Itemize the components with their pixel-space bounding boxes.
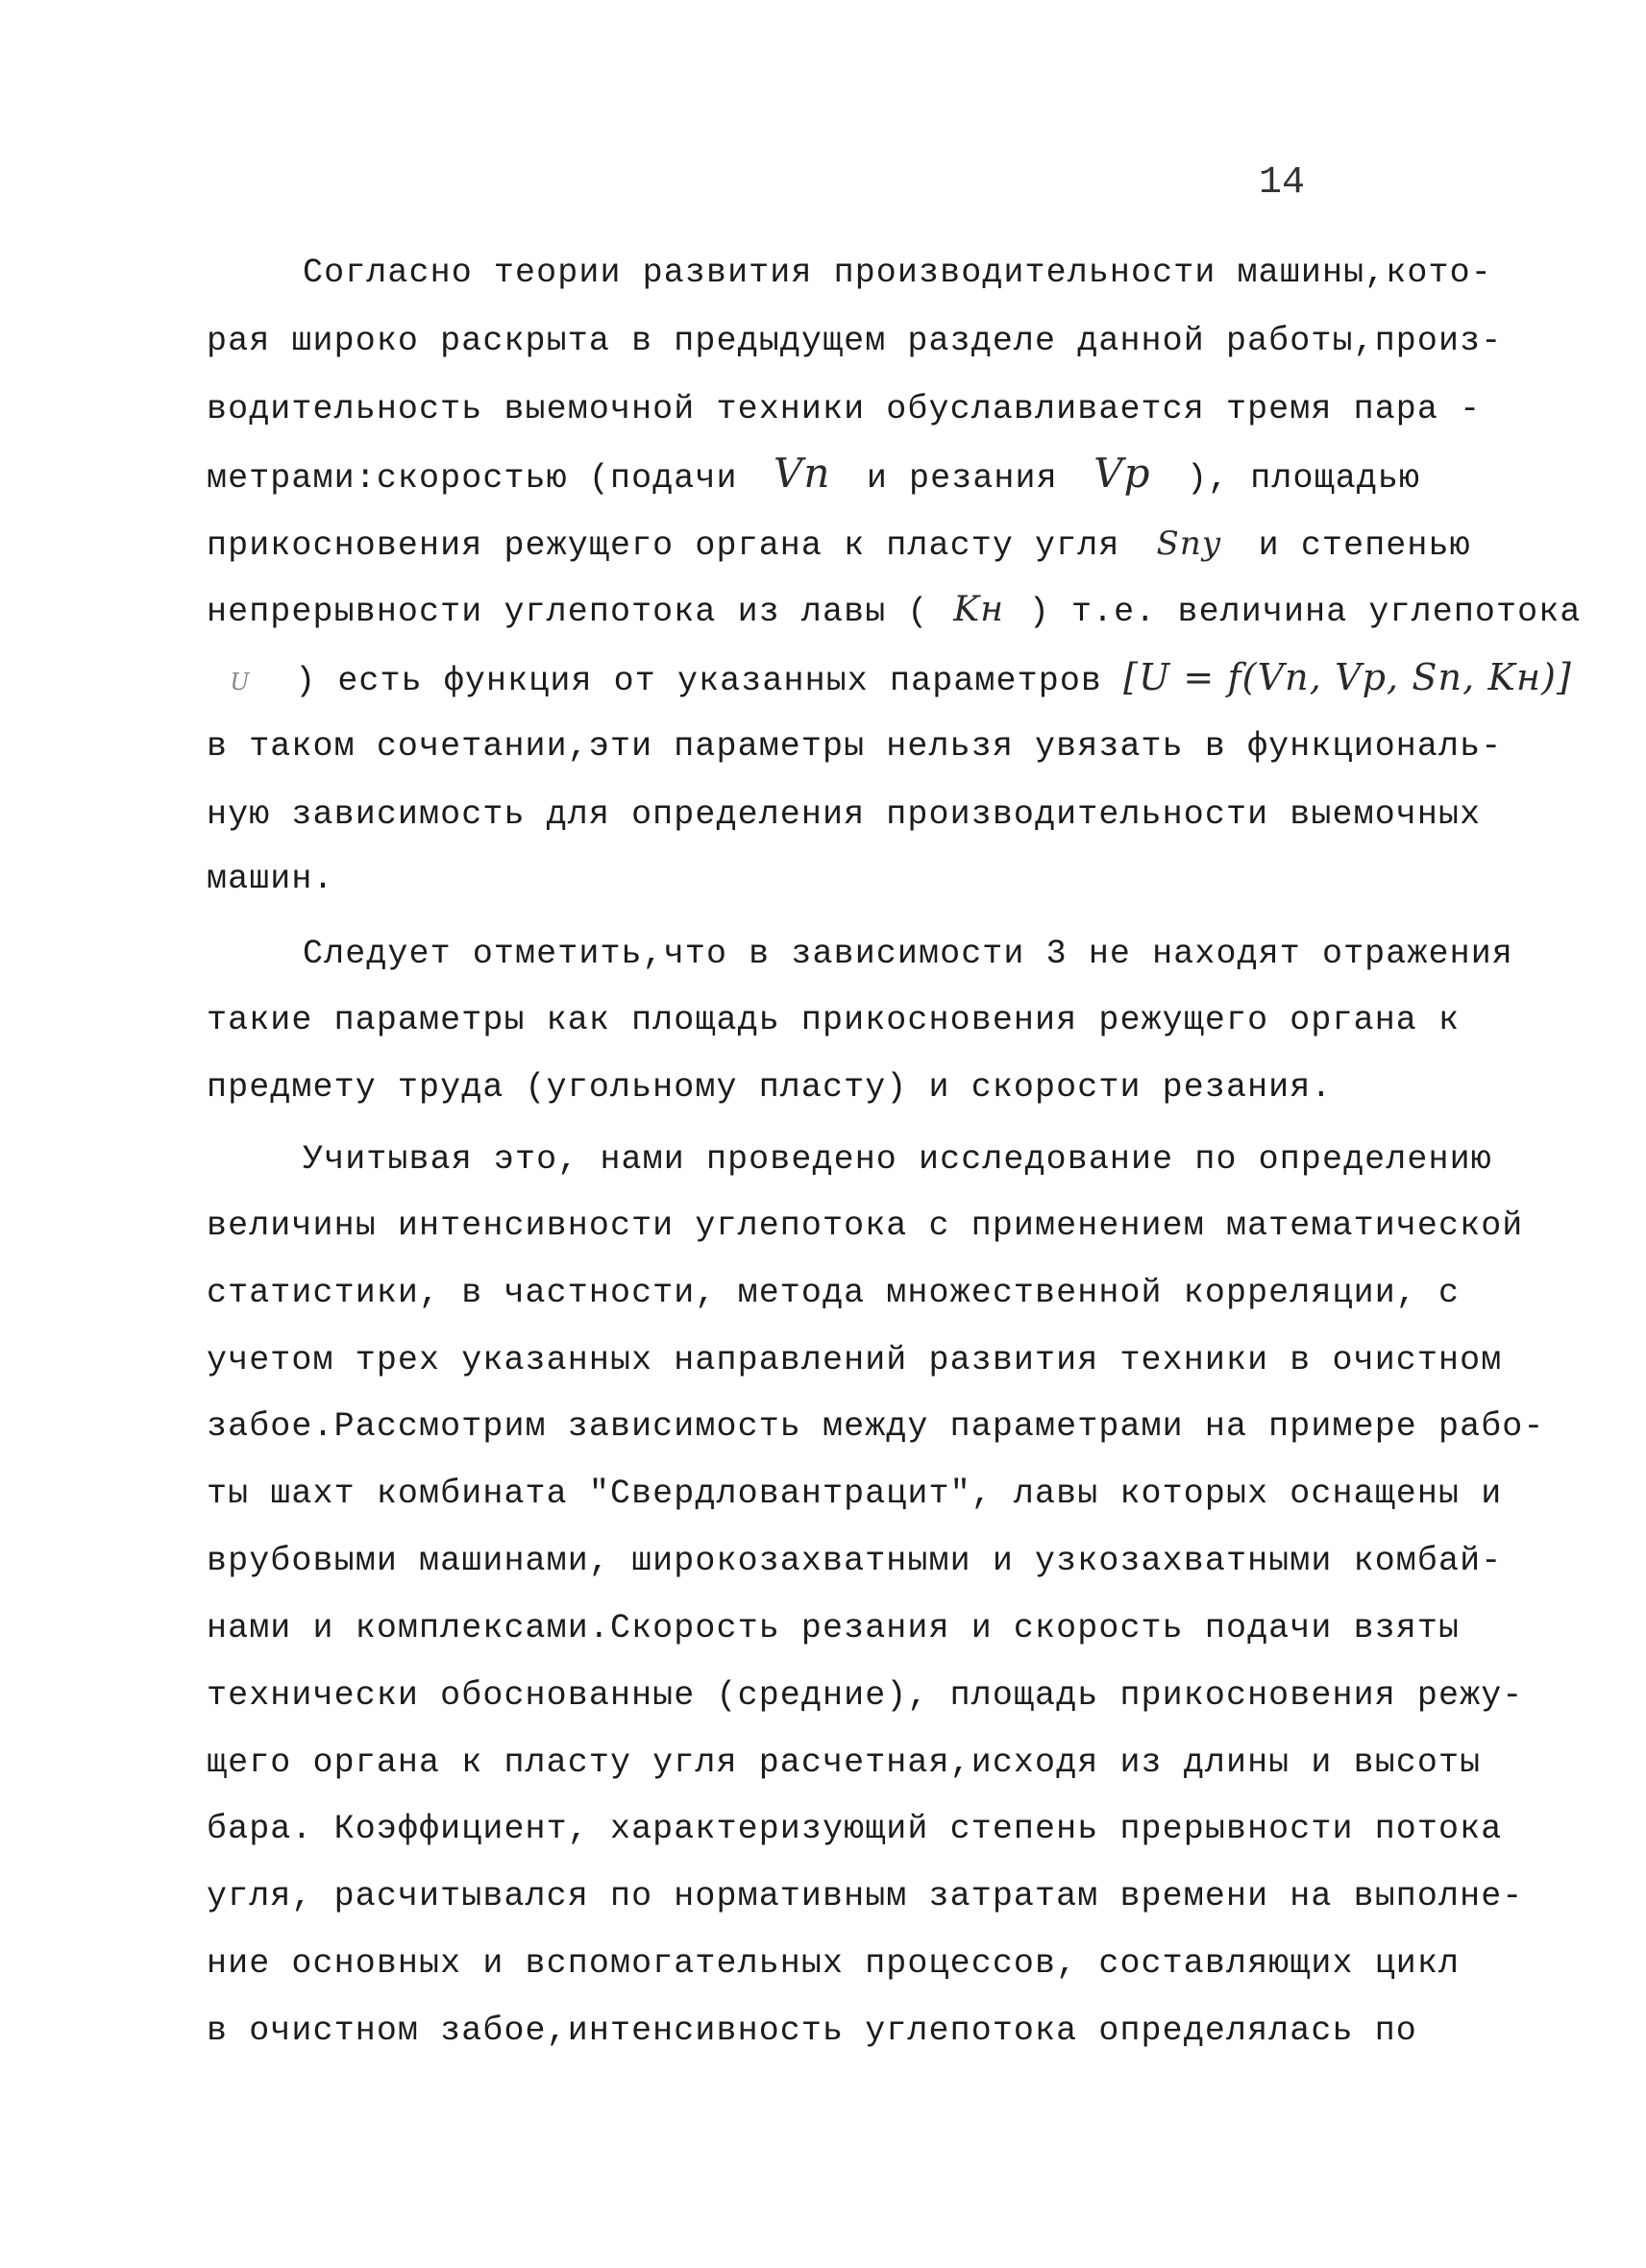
- text-line: Согласно теории развития производительности машины,кото-: [303, 254, 1492, 292]
- text-line: технически обоснованные (средние), площадь прикосновения режу-: [207, 1676, 1524, 1715]
- text-line: рая широко раскрыта в предыдущем разделе данной работы,произ-: [207, 322, 1503, 360]
- line-text: и степенью: [1258, 526, 1471, 565]
- contact-area-symbol: Sпу: [1156, 524, 1222, 563]
- continuity-symbol: Kн: [953, 590, 1005, 629]
- flow-symbol: U: [230, 669, 251, 695]
- line-text: ) есть функция от указанных параметров: [295, 662, 1103, 700]
- text-line: в очистном забое,интенсивность углепотока определялась по: [207, 2012, 1417, 2050]
- function-formula: [U = f(Vп, Vр, Sп, Kн)]: [1123, 656, 1572, 698]
- text-line: нами и комплексами.Скорость резания и скорость подачи взяты: [207, 1609, 1461, 1647]
- text-line: величины интенсивности углепотока с применением математической: [207, 1207, 1524, 1245]
- text-line: машин.: [207, 860, 334, 898]
- text-line: такие параметры как площадь прикосновения режущего органа к: [207, 1001, 1461, 1039]
- text-line: в таком сочетании,эти параметры нельзя увязать в функциональ-: [207, 727, 1503, 766]
- text-line: Следует отметить,что в зависимости 3 не находят отражения: [303, 935, 1513, 973]
- line-text: ), площадью: [1186, 459, 1421, 498]
- text-line-with-symbols: [207, 523, 1475, 567]
- text-line: ты шахт комбината "Свердловантрацит", лавы которых оснащены и: [207, 1475, 1503, 1513]
- text-line: ную зависимость для определения производительности выемочных: [207, 795, 1482, 834]
- line-text: прикосновения режущего органа к пласту угля: [207, 526, 1120, 565]
- text-line: угля, расчитывался по нормативным затратам времени на выполне-: [207, 1877, 1524, 1915]
- text-line: бара. Коэффициент, характеризующий степень прерывности потока: [207, 1810, 1503, 1848]
- text-line: водительность выемочной техники обуславливается тремя пара -: [207, 390, 1482, 428]
- text-line: врубовыми машинами, широкозахватными и узкозахватными комбай-: [207, 1542, 1503, 1580]
- text-line: щего органа к пласту угля расчетная,исходя из длины и высоты: [207, 1744, 1482, 1782]
- line-text: ) т.е. величина углепотока: [1028, 593, 1582, 631]
- line-text: и резания: [866, 459, 1058, 498]
- feed-speed-symbol: Vп: [773, 450, 831, 497]
- cutting-speed-symbol: Vр: [1093, 450, 1151, 497]
- text-line: статистики, в частности, метода множественной корреляции, с: [207, 1274, 1461, 1312]
- text-line: забое.Рассмотрим зависимость между параметрами на примере рабо-: [207, 1407, 1545, 1446]
- text-line: предмету труда (угольному пласту) и скорости резания.: [207, 1068, 1333, 1107]
- line-text: метрами:скоростью (подачи: [207, 459, 738, 498]
- text-line-with-symbols: [207, 589, 1582, 633]
- text-line-with-symbols: [207, 452, 1475, 500]
- line-text: непрерывности углепотока из лавы (: [207, 593, 929, 631]
- text-line-with-symbols: [207, 656, 1572, 703]
- page-number: 14: [1259, 161, 1306, 205]
- text-line: учетом трех указанных направлений развития техники в очистном: [207, 1341, 1503, 1379]
- text-line: ние основных и вспомогательных процессов, составляющих цикл: [207, 1944, 1461, 1983]
- text-line: Учитывая это, нами проведено исследование по определению: [303, 1140, 1492, 1179]
